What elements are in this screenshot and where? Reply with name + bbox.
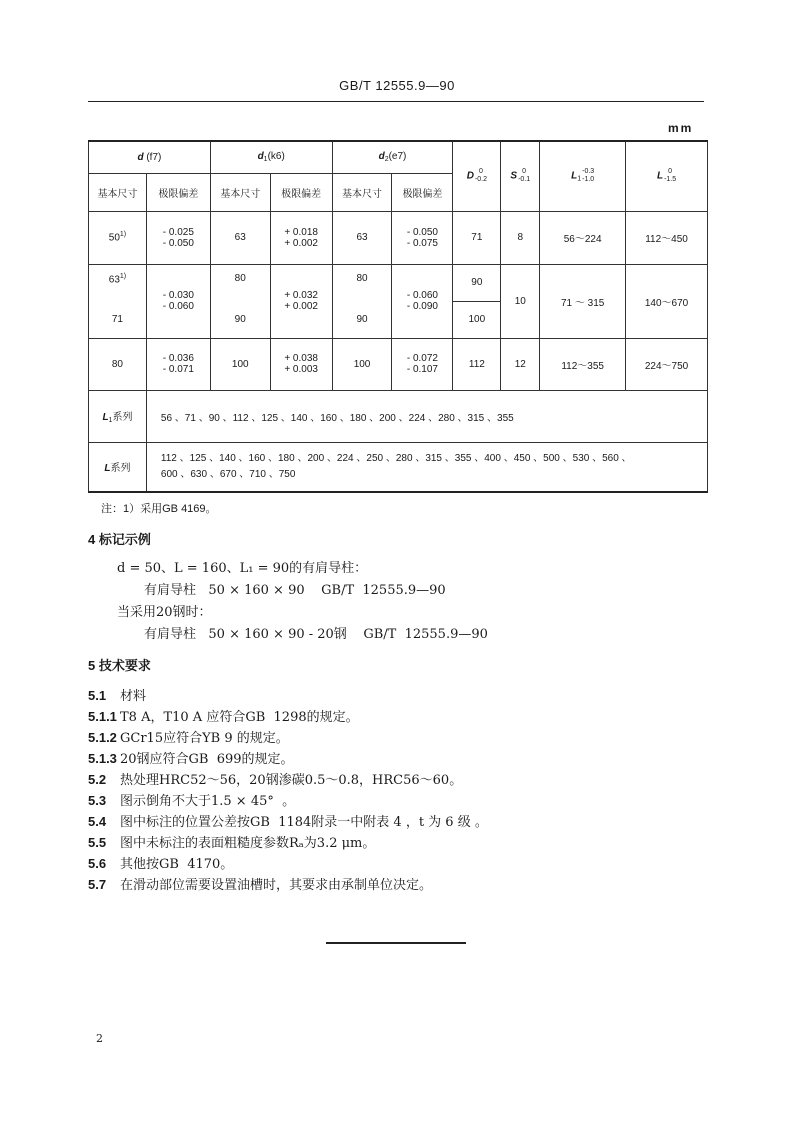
cell-d1-dev: + 0.018 + 0.002 <box>270 211 332 264</box>
header-limit-dev: 极限偏差 <box>270 173 332 211</box>
requirement-item: 5.7 在滑动部位需要设置油槽时，其要求由承制单位决定。 <box>88 877 433 893</box>
cell-d-dev: - 0.036 - 0.071 <box>146 338 210 390</box>
header-limit-dev: 极限偏差 <box>392 173 453 211</box>
requirement-item: 5.1.1 T8 A，T10 A 应符合GB 1298的规定。 <box>88 709 359 725</box>
marking-example-line: d = 50、L = 160、L₁ = 90的有肩导柱： <box>117 561 368 576</box>
cell-d2-dev: - 0.050 - 0.075 <box>392 211 453 264</box>
header-d1: $d_1(k6)$ <box>210 141 332 173</box>
cell-d2: 80 <box>332 264 392 301</box>
cell-d1: 90 <box>210 301 270 338</box>
cell-D: 112 <box>453 338 501 390</box>
cell-L: 112～450 <box>626 211 708 264</box>
requirement-item: 5.6 其他按GB 4170。 <box>88 856 234 872</box>
cell-d2: 100 <box>332 338 392 390</box>
table-row <box>89 338 708 390</box>
series-L1-values: 56 、71 、90 、112 、125 、140 、160 、180 、200 、224 、280 、315 、355 <box>146 390 707 442</box>
cell-d1: 63 <box>210 211 270 264</box>
cell-d2-dev: - 0.072 - 0.107 <box>392 338 453 390</box>
cell-d: 63$^{1)}$ <box>89 264 147 301</box>
requirement-item: 5.1 材料 <box>88 688 147 704</box>
section-5-title: 5 技术要求 <box>88 658 151 673</box>
requirement-item: 5.3 图示倒角不大于1.5 × 45° 。 <box>88 793 296 809</box>
header-limit-dev: 极限偏差 <box>146 173 210 211</box>
cell-D: 100 <box>453 301 501 338</box>
marking-example-line: 当采用20钢时： <box>117 605 212 620</box>
document-header: GB/T 12555.9—90 <box>339 78 455 93</box>
cell-L1: 56～224 <box>540 211 626 264</box>
cell-L1: 112～355 <box>540 338 626 390</box>
series-L-label: L系列 <box>89 442 147 492</box>
table-header-row-1 <box>89 141 708 173</box>
marking-example-line: 有肩导柱 50 × 160 × 90 GB/T 12555.9—90 <box>144 583 446 598</box>
unit-label: mm <box>668 121 694 135</box>
cell-d1: 80 <box>210 264 270 301</box>
header-basic-size: 基本尺寸 <box>332 173 392 211</box>
series-L-values: 112 、125 、140 、160 、180 、200 、224 、250 、280 、315 、355 、400 、450 、500 、530 、560 、 600 、630 、670 、710 、750 <box>146 442 707 492</box>
cell-L: 224～750 <box>626 338 708 390</box>
series-L1-label: $L_1$系列 <box>89 390 147 442</box>
cell-L: 140～670 <box>626 264 708 338</box>
marking-example-line: 有肩导柱 50 × 160 × 90 - 20钢 GB/T 12555.9—90 <box>144 627 488 642</box>
table-row <box>89 211 708 264</box>
cell-D: 71 <box>453 211 501 264</box>
cell-d2-dev: - 0.060 - 0.090 <box>392 264 453 338</box>
cell-L1: 71 ～ 315 <box>540 264 626 338</box>
requirement-item: 5.4 图中标注的位置公差按GB 1184附录一中附表 4 ，t 为 6 级 。 <box>88 814 488 830</box>
header-L1: $L_1$ -0.3 -1.0 <box>540 141 626 211</box>
cell-d1: 100 <box>210 338 270 390</box>
cell-d: 80 <box>89 338 147 390</box>
section-4-title: 4 标记示例 <box>88 532 151 547</box>
header-rule <box>88 101 704 102</box>
header-basic-size: 基本尺寸 <box>210 173 270 211</box>
cell-d1-dev: + 0.038 + 0.003 <box>270 338 332 390</box>
cell-S: 10 <box>501 264 540 338</box>
table-row-series-L1 <box>89 390 708 442</box>
header-d: d (f7) <box>89 141 211 173</box>
end-of-standard-rule <box>326 942 466 944</box>
header-L: L 0 -1.5 <box>626 141 708 211</box>
cell-d1-dev: + 0.032 + 0.002 <box>270 264 332 338</box>
cell-S: 12 <box>501 338 540 390</box>
cell-d-dev: - 0.025 - 0.050 <box>146 211 210 264</box>
table-footnote: 注：1）采用GB 4169。 <box>101 503 217 515</box>
guide-pillar-spec-table <box>88 140 708 493</box>
cell-D: 90 <box>453 264 501 301</box>
cell-d2: 63 <box>332 211 392 264</box>
requirement-item: 5.2 热处理HRC52～56，20钢渗碳0.5～0.8，HRC56～60。 <box>88 772 463 788</box>
header-d2: $d_2(e7)$ <box>332 141 453 173</box>
header-S: S 0 -0.1 <box>501 141 540 211</box>
cell-d: 50$^{1)}$ <box>89 211 147 264</box>
requirement-item: 5.1.3 20钢应符合GB 699的规定。 <box>88 751 294 767</box>
table-row-series-L <box>89 442 708 492</box>
header-D: D 0 -0.2 <box>453 141 501 211</box>
cell-S: 8 <box>501 211 540 264</box>
requirement-item: 5.1.2 GCr15应符合YB 9 的规定。 <box>88 730 289 746</box>
cell-d: 71 <box>89 301 147 338</box>
table-row <box>89 264 708 301</box>
cell-d-dev: - 0.030 - 0.060 <box>146 264 210 338</box>
requirement-item: 5.5 图中未标注的表面粗糙度参数Rₐ为3.2 μm。 <box>88 835 376 851</box>
page-number: 2 <box>96 1032 103 1045</box>
header-basic-size: 基本尺寸 <box>89 173 147 211</box>
cell-d2: 90 <box>332 301 392 338</box>
